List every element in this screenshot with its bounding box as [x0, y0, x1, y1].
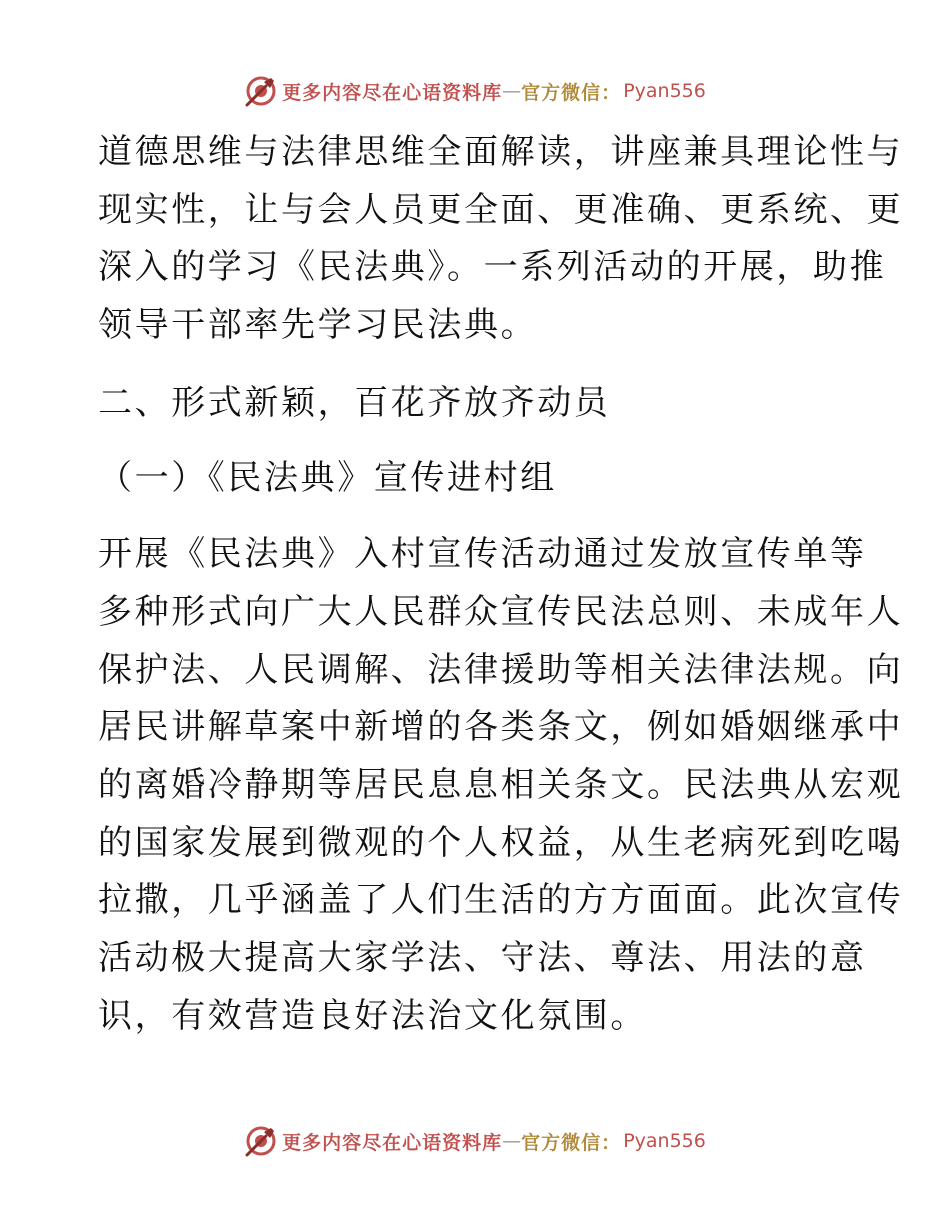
pen-logo-icon: [244, 74, 278, 108]
text-line: 多种形式向广大人民群众宣传民法总则、未成年人: [98, 591, 904, 632]
pen-logo-icon: [244, 1124, 278, 1158]
watermark-dash: —: [502, 80, 522, 102]
text-line: 现实性，让与会人员更全面、更准确、更系统、更: [98, 189, 904, 230]
document-body: [98, 124, 904, 1045]
text-line: 的离婚冷静期等居民息息相关条文。民法典从宏观: [98, 764, 904, 805]
paragraph-continuation: [98, 124, 904, 355]
footer-watermark: [0, 1124, 950, 1158]
watermark-wechat-id: Pyan556: [623, 80, 706, 102]
header-watermark: [0, 74, 950, 108]
watermark-dash: —: [502, 1130, 522, 1152]
watermark-official-label: 官方微信：: [521, 1131, 622, 1154]
text-line: 领导干部率先学习民法典。: [98, 305, 538, 346]
section-heading: 二、形式新颖，百花齐放齐动员: [98, 382, 611, 423]
subsection-heading: （一）《民法典》宣传进村组: [98, 458, 557, 499]
text-line: 道德思维与法律思维全面解读，讲座兼具理论性与: [98, 132, 904, 172]
watermark-text: 更多内容尽在心语资料库: [282, 1131, 503, 1154]
watermark-official-label: 官方微信：: [521, 81, 622, 104]
text-line: 的国家发展到微观的个人权益，从生老病死到吃喝: [98, 822, 904, 863]
text-line: 开展《民法典》入村宣传活动通过发放宣传单等: [98, 534, 867, 575]
text-line: 深入的学习《民法典》。一系列活动的开展，助推: [98, 247, 887, 288]
text-line: 活动极大提高大家学法、守法、尊法、用法的意: [98, 937, 867, 978]
watermark-text: 更多内容尽在心语资料库: [282, 81, 503, 104]
text-line: 识，有效营造良好法治文化氛围。: [98, 995, 647, 1036]
text-line: 居民讲解草案中新增的各类条文，例如婚姻继承中: [98, 707, 904, 748]
paragraph-village-publicity: [98, 526, 904, 1045]
text-line: 保护法、人民调解、法律援助等相关法律法规。向: [98, 649, 904, 690]
text-line: 拉撒，几乎涵盖了人们生活的方方面面。此次宣传: [98, 880, 904, 921]
watermark-wechat-id: Pyan556: [623, 1130, 706, 1152]
